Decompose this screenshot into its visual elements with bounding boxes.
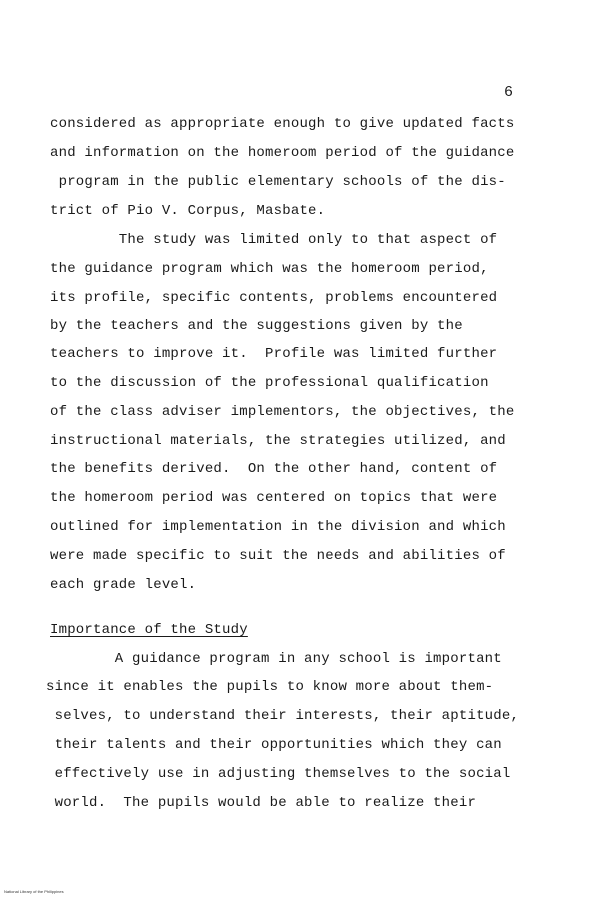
text-line: to the discussion of the professional qualification [50, 375, 489, 391]
page-number: 6 [504, 84, 514, 101]
text-line: trict of Pio V. Corpus, Masbate. [50, 203, 326, 219]
text-line: teachers to improve it. Profile was limited further [50, 346, 498, 362]
text-line: effectively use in adjusting themselves to the social [46, 766, 511, 782]
text-line: their talents and their opportunities which they can [46, 737, 502, 753]
text-line: the benefits derived. On the other hand, content of [50, 461, 498, 477]
text-line: since it enables the pupils to know more about them- [46, 679, 494, 695]
text-line: outlined for implementation in the division and which [50, 519, 506, 535]
text-line: world. The pupils would be able to realize their [46, 795, 477, 811]
text-line: program in the public elementary schools of the dis- [50, 174, 506, 190]
footer-note: National Library of the Philippines [4, 889, 64, 894]
text-line: by the teachers and the suggestions given by the [50, 318, 463, 334]
text-line: considered as appropriate enough to give updated facts [50, 116, 515, 132]
text-line: A guidance program in any school is important [46, 651, 502, 667]
text-line: The study was limited only to that aspect of [50, 232, 498, 248]
text-line: the guidance program which was the homeroom period, [50, 261, 489, 277]
text-line: and information on the homeroom period of the guidance [50, 145, 515, 161]
text-line: each grade level. [50, 577, 197, 593]
section-heading: Importance of the Study [50, 622, 248, 638]
text-line: of the class adviser implementors, the objectives, the [50, 404, 515, 420]
text-line: the homeroom period was centered on topics that were [50, 490, 498, 506]
text-line: its profile, specific contents, problems encountered [50, 290, 498, 306]
text-line: selves, to understand their interests, their aptitude, [46, 708, 520, 724]
text-line: were made specific to suit the needs and abilities of [50, 548, 506, 564]
text-line: instructional materials, the strategies utilized, and [50, 433, 506, 449]
